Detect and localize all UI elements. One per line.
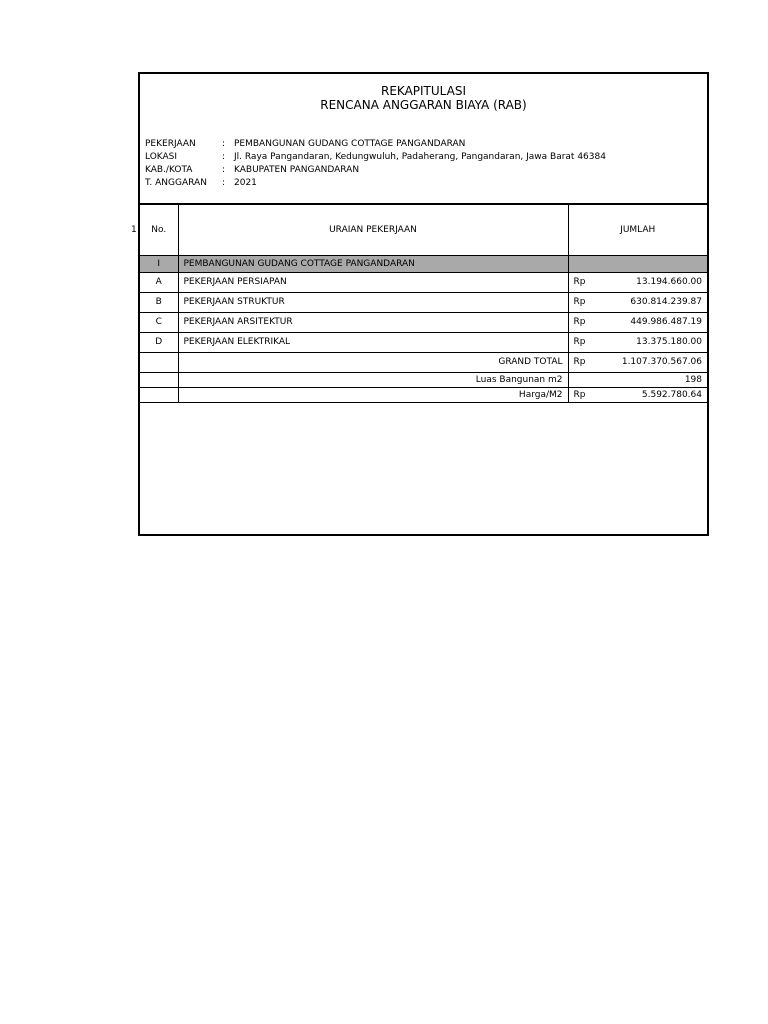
row-number: 1 bbox=[131, 225, 137, 235]
item-amount: 13.194.660.00 bbox=[593, 272, 707, 292]
info-label: PEKERJAAN bbox=[145, 139, 196, 149]
harga-label: Harga/M2 bbox=[178, 387, 568, 402]
item-label: PEKERJAAN ARSITEKTUR bbox=[178, 312, 568, 332]
item-label: PEKERJAAN PERSIAPAN bbox=[178, 272, 568, 292]
header-no: No. bbox=[140, 204, 178, 255]
grand-total-amount: 1.107.370.567.06 bbox=[593, 352, 707, 372]
info-colon: : bbox=[222, 178, 226, 188]
luas-no bbox=[140, 372, 178, 387]
harga-no bbox=[140, 387, 178, 402]
info-value: Jl. Raya Pangandaran, Kedungwuluh, Padaherang, Pangandaran, Jawa Barat 46384 bbox=[234, 152, 606, 162]
info-colon: : bbox=[222, 139, 226, 149]
rab-table bbox=[140, 203, 707, 403]
info-value: KABUPATEN PANGANDARAN bbox=[234, 165, 360, 175]
info-colon: : bbox=[222, 152, 226, 162]
item-no: D bbox=[140, 332, 178, 352]
item-no: C bbox=[140, 312, 178, 332]
item-currency: Rp bbox=[568, 272, 593, 292]
document-subtitle: RENCANA ANGGARAN BIAYA (RAB) bbox=[320, 98, 527, 112]
document-title: REKAPITULASI bbox=[380, 84, 466, 98]
grand-total-no bbox=[140, 352, 178, 372]
luas-bangunan-row bbox=[140, 372, 707, 387]
item-currency: Rp bbox=[568, 312, 593, 332]
table-row bbox=[140, 292, 707, 312]
info-colon: : bbox=[222, 165, 226, 175]
section-no: I bbox=[140, 255, 178, 272]
harga-amount: 5.592.780.64 bbox=[593, 387, 707, 402]
item-currency: Rp bbox=[568, 332, 593, 352]
info-value: PEMBANGUNAN GUDANG COTTAGE PANGANDARAN bbox=[234, 139, 466, 149]
info-value: 2021 bbox=[234, 178, 257, 188]
section-label: PEMBANGUNAN GUDANG COTTAGE PANGANDARAN bbox=[178, 255, 568, 272]
harga-per-m2-row bbox=[140, 387, 707, 402]
item-amount: 13.375.180.00 bbox=[593, 332, 707, 352]
table-row bbox=[140, 332, 707, 352]
luas-value: 198 bbox=[568, 372, 707, 387]
item-currency: Rp bbox=[568, 292, 593, 312]
item-label: PEKERJAAN STRUKTUR bbox=[178, 292, 568, 312]
item-amount: 449.986.487.19 bbox=[593, 312, 707, 332]
info-row-lokasi bbox=[145, 151, 606, 164]
section-row bbox=[140, 255, 707, 272]
header-jumlah: JUMLAH bbox=[568, 204, 707, 255]
grand-total-currency: Rp bbox=[568, 352, 593, 372]
item-label: PEKERJAAN ELEKTRIKAL bbox=[178, 332, 568, 352]
item-amount: 630.814.239.87 bbox=[593, 292, 707, 312]
project-info bbox=[145, 138, 606, 190]
section-amount bbox=[568, 255, 707, 272]
info-label: LOKASI bbox=[145, 152, 178, 162]
info-label: T. ANGGARAN bbox=[145, 178, 207, 188]
table-row bbox=[140, 272, 707, 292]
info-row-kabkota bbox=[145, 164, 606, 177]
table-header-row bbox=[140, 204, 707, 255]
luas-label: Luas Bangunan m2 bbox=[178, 372, 568, 387]
item-no: A bbox=[140, 272, 178, 292]
info-row-pekerjaan bbox=[145, 138, 606, 151]
info-label: KAB./KOTA bbox=[145, 165, 193, 175]
header-uraian: URAIAN PEKERJAAN bbox=[178, 204, 568, 255]
grand-total-label: GRAND TOTAL bbox=[178, 352, 568, 372]
item-no: B bbox=[140, 292, 178, 312]
info-row-tahun-anggaran bbox=[145, 177, 606, 190]
harga-currency: Rp bbox=[568, 387, 593, 402]
grand-total-row bbox=[140, 352, 707, 372]
table-row bbox=[140, 312, 707, 332]
rab-sheet bbox=[138, 72, 709, 536]
